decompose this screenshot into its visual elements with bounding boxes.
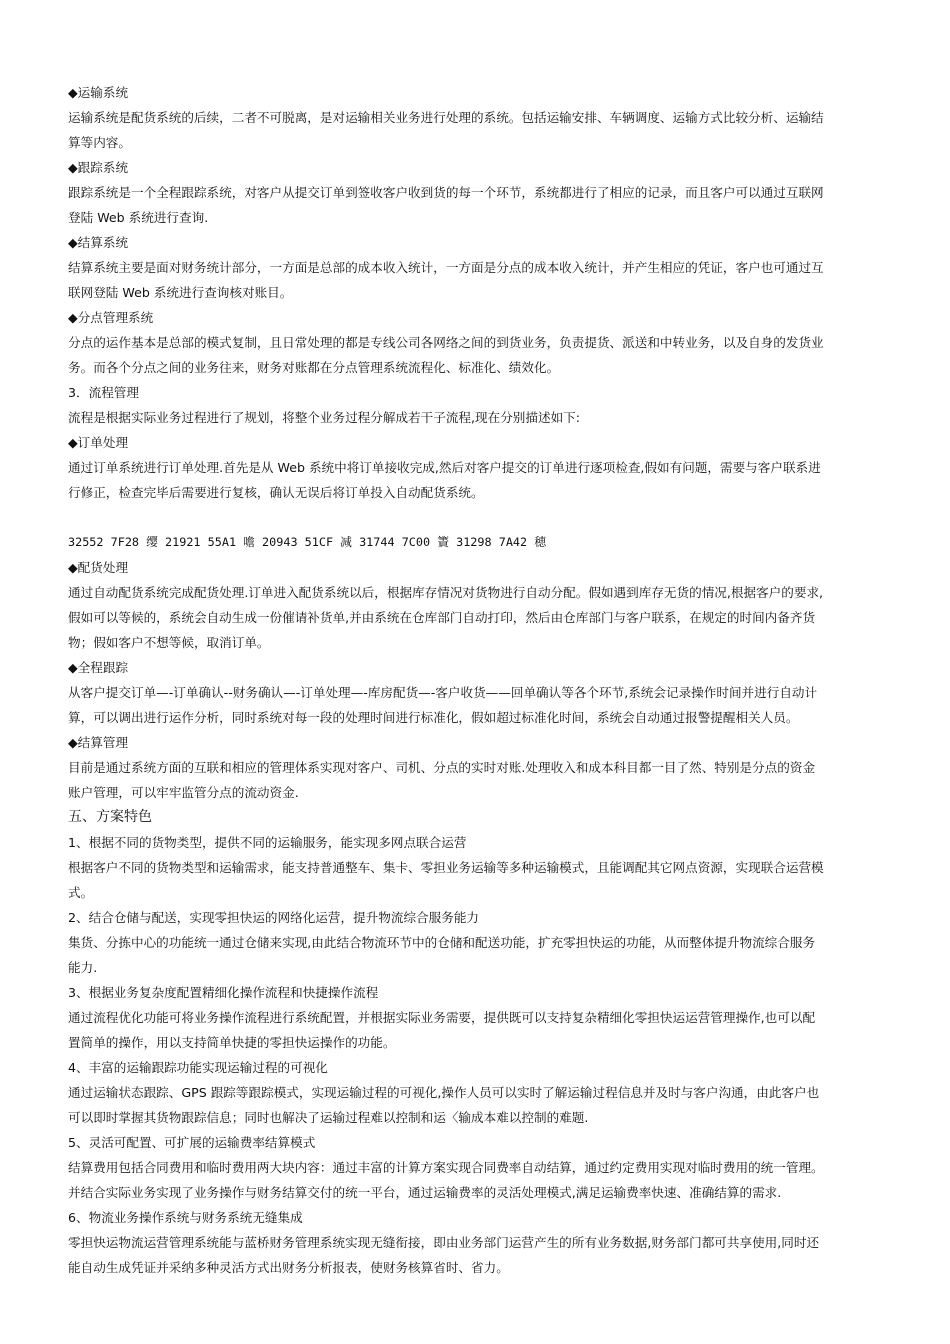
paragraph-line: 置简单的操作，用以支持简单快捷的零担快运操作的功能。 — [68, 1035, 396, 1050]
heading-feature-3: 3、根据业务复杂度配置精细化操作流程和快捷操作流程 — [68, 985, 379, 1000]
para-transport-system — [68, 105, 888, 155]
paragraph-line: 算等内容。 — [68, 135, 131, 150]
paragraph-line: 集货、分拣中心的功能统一通过仓储来实现,由此结合物流环节中的仓储和配送功能，扩充零担快运的功能，从而整体提升物流综合服务 — [68, 935, 816, 950]
paragraph-line: 联网登陆 Web 系统进行查询核对账目。 — [68, 285, 293, 300]
para-order-processing — [68, 455, 888, 505]
para-allocation-processing — [68, 580, 888, 655]
heading-allocation-processing: ◆配货处理 — [68, 560, 129, 575]
paragraph-line: 目前是通过系统方面的互联和相应的管理体系实现对客户、司机、分点的实时对账.处理收入和成本科目都一目了然、特别是分点的资金 — [68, 760, 816, 775]
heading-settlement-management: ◆结算管理 — [68, 735, 129, 750]
para-full-tracking — [68, 680, 888, 730]
heading-transport-system: ◆运输系统 — [68, 85, 129, 100]
paragraph-line: 通过运输状态跟踪、GPS 跟踪等跟踪模式，实现运输过程的可视化,操作人员可以实时了解运输过程信息并及时与客户沟通，由此客户也 — [68, 1085, 820, 1100]
code-line: 32552 7F28 缨 21921 55A1 噡 20943 51CF 减 31744 7C00 簀 31298 7A42 穂 — [68, 535, 547, 549]
paragraph-line: 通过流程优化功能可将业务操作流程进行系统配置，并根据实际业务需要，提供既可以支持复杂精细化零担快运运营管理操作,也可以配 — [68, 1010, 816, 1025]
section-title-features: 五、方案特色 — [68, 809, 152, 825]
heading-branch-management: ◆分点管理系统 — [68, 310, 154, 325]
para-feature-5 — [68, 1155, 888, 1205]
paragraph-line: 通过订单系统进行订单处理.首先是从 Web 系统中将订单接收完成,然后对客户提交的订单进行逐项检查,假如有问题，需要与客户联系进 — [68, 460, 821, 475]
paragraph-line: 账户管理，可以牢牢监管分点的流动资金. — [68, 785, 299, 800]
paragraph-line: 根据客户不同的货物类型和运输需求，能支持普通整车、集卡、零担业务运输等多种运输模式，且能调配其它网点资源，实现联合运营模 — [68, 860, 824, 875]
para-settlement-system — [68, 255, 888, 305]
para-feature-1 — [68, 855, 888, 905]
paragraph-line: 流程是根据实际业务过程进行了规划，将整个业务过程分解成若干子流程,现在分别描述如下: — [68, 410, 580, 425]
para-tracking-system — [68, 180, 888, 230]
paragraph-line: 登陆 Web 系统进行查询. — [68, 210, 209, 225]
heading-feature-5: 5、灵活可配置、可扩展的运输费率结算模式 — [68, 1135, 316, 1150]
paragraph-line: 行修正，检查完毕后需要进行复核，确认无误后将订单投入自动配货系统。 — [68, 485, 484, 500]
para-process-management — [68, 405, 888, 430]
heading-settlement-system: ◆结算系统 — [68, 235, 129, 250]
paragraph-line: 务。而各个分点之间的业务往来，财务对账都在分点管理系统流程化、标准化、绩效化。 — [68, 360, 560, 375]
paragraph-line: 零担快运物流运营管理系统能与蓝桥财务管理系统实现无缝衔接，即由业务部门运营产生的所有业务数据,财务部门都可共享使用,同时还 — [68, 1235, 820, 1250]
para-feature-2 — [68, 930, 888, 980]
heading-feature-6: 6、物流业务操作系统与财务系统无缝集成 — [68, 1210, 303, 1225]
paragraph-line: 结算系统主要是面对财务统计部分，一方面是总部的成本收入统计，一方面是分点的成本收入统计，并产生相应的凭证，客户也可通过互 — [68, 260, 824, 275]
blank-line — [68, 505, 888, 530]
paragraph-line: 通过自动配货系统完成配货处理.订单进入配货系统以后，根据库存情况对货物进行自动分配。假如遇到库存无货的情况,根据客户的要求, — [68, 585, 824, 600]
heading-tracking-system: ◆跟踪系统 — [68, 160, 129, 175]
paragraph-line: 算，可以调出进行运作分析，同时系统对每一段的处理时间进行标准化，假如超过标准化时间，系统会自动通过报警提醒相关人员。 — [68, 710, 799, 725]
paragraph-line: 从客户提交订单—-订单确认--财务确认—-订单处理—-库房配货—-客户收货——回单确认等各个环节,系统会记录操作时间并进行自动计 — [68, 685, 818, 700]
paragraph-line: 结算费用包括合同费用和临时费用两大块内容：通过丰富的计算方案实现合同费率自动结算，通过约定费用实现对临时费用的统一管理。 — [68, 1160, 824, 1175]
paragraph-line: 跟踪系统是一个全程跟踪系统，对客户从提交订单到签收客户收到货的每一个环节，系统都进行了相应的记录，而且客户可以通过互联网 — [68, 185, 824, 200]
para-feature-6 — [68, 1230, 888, 1280]
heading-full-tracking: ◆全程跟踪 — [68, 660, 129, 675]
heading-process-management: 3．流程管理 — [68, 385, 139, 400]
paragraph-line: 能自动生成凭证并采纳多种灵活方式出财务分析报表，使财务核算省时、省力。 — [68, 1260, 509, 1275]
paragraph-line: 分点的运作基本是总部的模式复制，且日常处理的都是专线公司各网络之间的到货业务，负责提货、派送和中转业务，以及自身的发货业 — [68, 335, 824, 350]
paragraph-line: 并结合实际业务实现了业务操作与财务结算交付的统一平台，通过运输费率的灵活处理模式,满足运输费率快速、准确结算的需求. — [68, 1185, 782, 1200]
paragraph-line: 物；假如客户不想等候，取消订单。 — [68, 635, 270, 650]
para-settlement-management — [68, 755, 888, 805]
para-feature-4 — [68, 1080, 888, 1130]
para-feature-3 — [68, 1005, 888, 1055]
para-branch-management — [68, 330, 888, 380]
heading-feature-4: 4、丰富的运输跟踪功能实现运输过程的可视化 — [68, 1060, 328, 1075]
heading-feature-2: 2、结合仓储与配送，实现零担快运的网络化运营，提升物流综合服务能力 — [68, 910, 480, 925]
paragraph-line: 式。 — [68, 885, 94, 900]
heading-feature-1: 1、根据不同的货物类型，提供不同的运输服务，能实现多网点联合运营 — [68, 835, 467, 850]
document-page — [68, 80, 888, 1280]
paragraph-line: 能力. — [68, 960, 98, 975]
paragraph-line: 假如可以等候的，系统会自动生成一份催请补货单,并由系统在仓库部门自动打印，然后由仓库部门与客户联系，在规定的时间内备齐货 — [68, 610, 816, 625]
paragraph-line: 运输系统是配货系统的后续，二者不可脱离，是对运输相关业务进行处理的系统。包括运输安排、车辆调度、运输方式比较分析、运输结 — [68, 110, 824, 125]
heading-order-processing: ◆订单处理 — [68, 435, 129, 450]
paragraph-line: 可以即时掌握其货物跟踪信息；同时也解决了运输过程难以控制和运〈输成本难以控制的难题. — [68, 1110, 589, 1125]
